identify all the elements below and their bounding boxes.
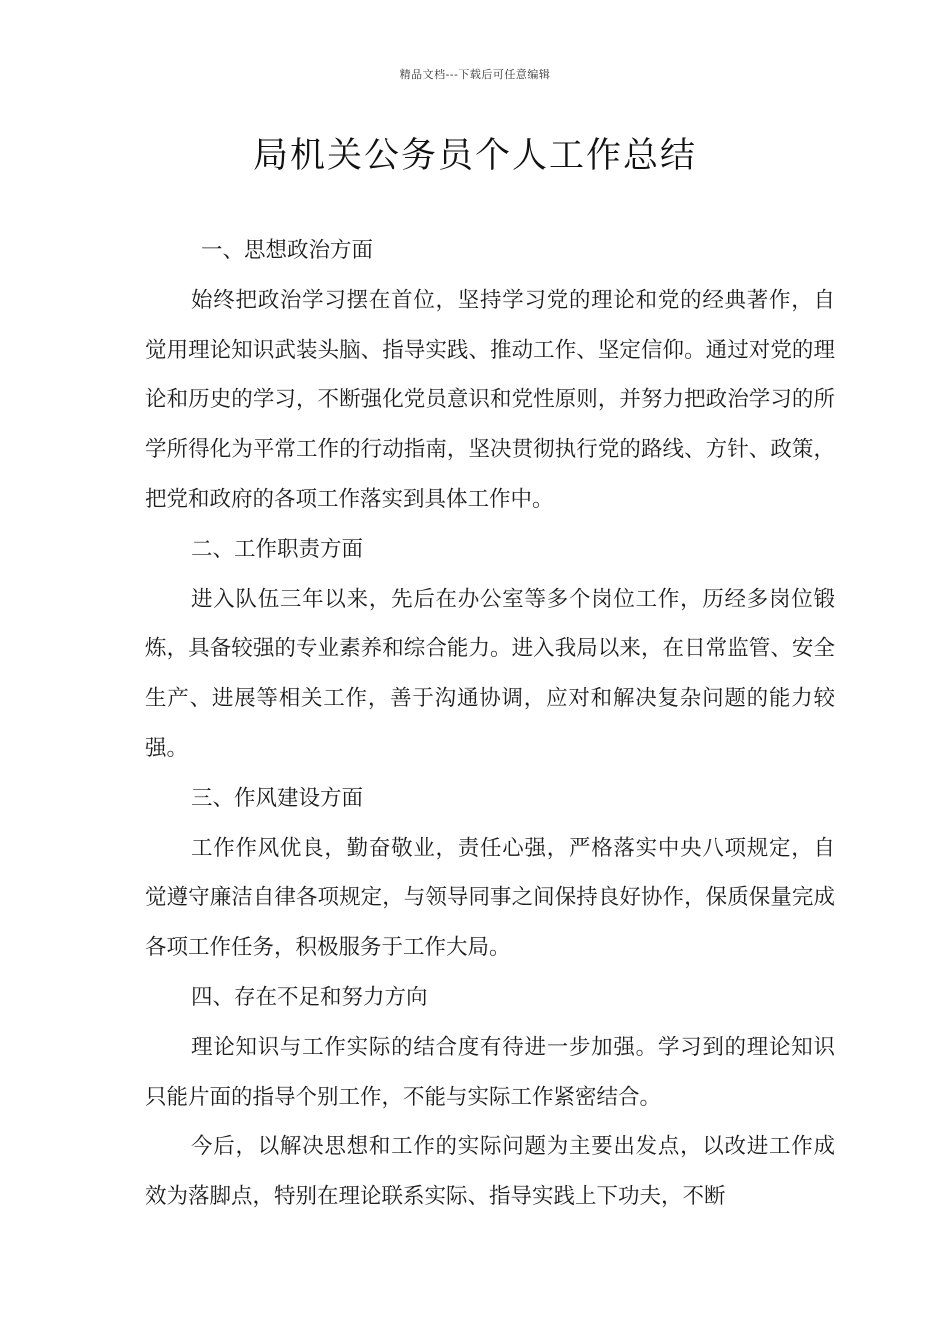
section-heading-2: 二、工作职责方面 <box>191 536 364 562</box>
page-header-note: 精品文档---下载后可任意编辑 <box>399 68 551 81</box>
section-heading-3: 三、作风建设方面 <box>191 785 364 811</box>
document-title: 局机关公务员个人工作总结 <box>252 136 697 176</box>
section-4-paragraph-2: 今后，以解决思想和工作的实际问题为主要出发点，以改进工作成效为落脚点，特别在理论联系实际、指导实践上下功夫，不断 <box>145 1134 835 1210</box>
section-heading-4: 四、存在不足和努力方向 <box>191 984 428 1010</box>
document-body <box>145 226 835 1222</box>
section-heading-1: 一、思想政治方面 <box>201 238 374 263</box>
section-1-paragraph-1: 始终把政治学习摆在首位，坚持学习党的理论和党的经典著作，自觉用理论知识武装头脑、指导实践、推动工作、坚定信仰。通过对党的理论和历史的学习，不断强化党员意识和党性原则，并努力把政治学习的所学所得化为平常工作的行动指南，坚决贯彻执行党的路线、方针、政策，把党和政府的各项工作落实到具体工作中。 <box>145 287 835 512</box>
section-3-paragraph-1: 工作作风优良，勤奋敬业，责任心强，严格落实中央八项规定，自觉遵守廉洁自律各项规定，与领导同事之间保持良好协作，保质保量完成各项工作任务，积极服务于工作大局。 <box>145 835 835 961</box>
section-4-paragraph-1: 理论知识与工作实际的结合度有待进一步加强。学习到的理论知识只能片面的指导个别工作，不能与实际工作紧密结合。 <box>145 1034 835 1110</box>
section-2-paragraph-1: 进入队伍三年以来，先后在办公室等多个岗位工作，历经多岗位锻炼，具备较强的专业素养和综合能力。进入我局以来，在日常监管、安全生产、进展等相关工作，善于沟通协调，应对和解决复杂问题的能力较强。 <box>145 586 835 761</box>
